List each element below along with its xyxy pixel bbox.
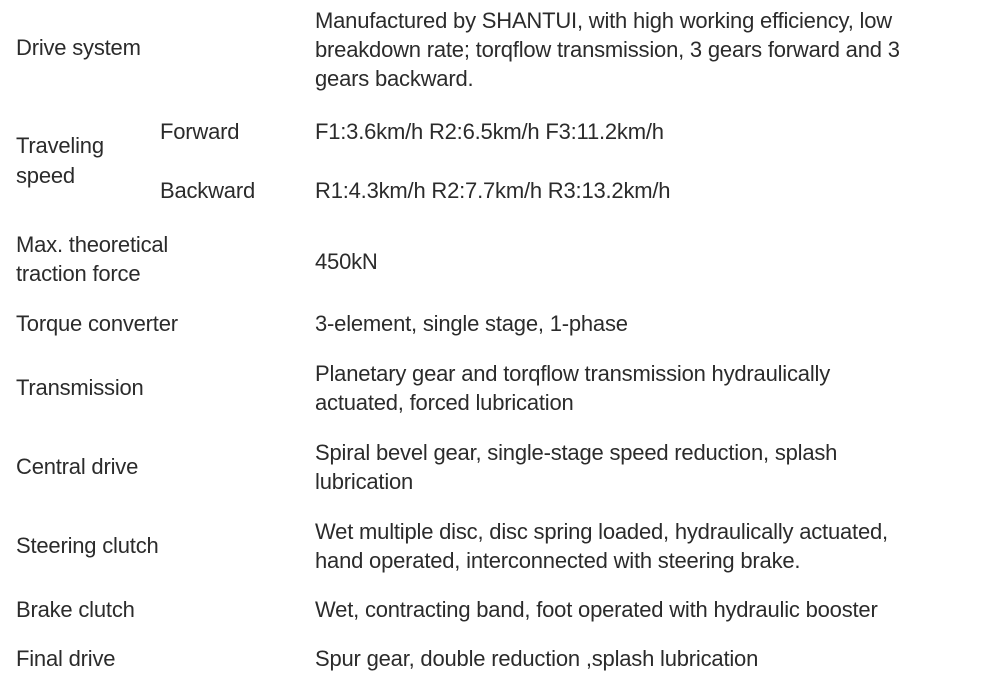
traveling-speed-label-line-2: speed <box>16 163 75 188</box>
final-drive-label: Final drive <box>16 646 116 671</box>
backward-label: Backward <box>160 178 255 203</box>
transmission-value-line-2: actuated, forced lubrication <box>315 390 574 415</box>
central-drive-value-line-1: Spiral bevel gear, single-stage speed reduction, splash <box>315 440 838 465</box>
torque-converter-label: Torque converter <box>16 311 178 336</box>
central-drive-value-line-2: lubrication <box>315 469 414 494</box>
torque-converter-value: 3-element, single stage, 1-phase <box>315 311 628 336</box>
max-traction-label-line-1: Max. theoretical <box>16 232 169 257</box>
max-traction-label-line-2: traction force <box>16 261 141 286</box>
drive-system-value-line-3: gears backward. <box>315 66 474 91</box>
drive-system-value-line-2: breakdown rate; torqflow transmission, 3 gears forward and 3 <box>315 37 900 62</box>
brake-clutch-label: Brake clutch <box>16 597 135 622</box>
traveling-speed-label-line-1: Traveling <box>16 133 104 158</box>
steering-clutch-value-line-2: hand operated, interconnected with steering brake. <box>315 548 801 573</box>
drive-system-label: Drive system <box>16 35 141 60</box>
max-traction-value: 450kN <box>315 249 378 274</box>
brake-clutch-value: Wet, contracting band, foot operated with hydraulic booster <box>315 597 878 622</box>
transmission-label: Transmission <box>16 375 144 400</box>
central-drive-label: Central drive <box>16 454 139 479</box>
drive-system-value-line-1: Manufactured by SHANTUI, with high working efficiency, low <box>315 8 892 33</box>
forward-label: Forward <box>160 119 240 144</box>
backward-speed-value: R1:4.3km/h R2:7.7km/h R3:13.2km/h <box>315 178 671 203</box>
steering-clutch-value-line-1: Wet multiple disc, disc spring loaded, hydraulically actuated, <box>315 519 888 544</box>
steering-clutch-label: Steering clutch <box>16 533 159 558</box>
forward-speed-value: F1:3.6km/h R2:6.5km/h F3:11.2km/h <box>315 119 664 144</box>
final-drive-value: Spur gear, double reduction ,splash lubrication <box>315 646 759 671</box>
transmission-value-line-1: Planetary gear and torqflow transmission hydraulically <box>315 361 831 386</box>
